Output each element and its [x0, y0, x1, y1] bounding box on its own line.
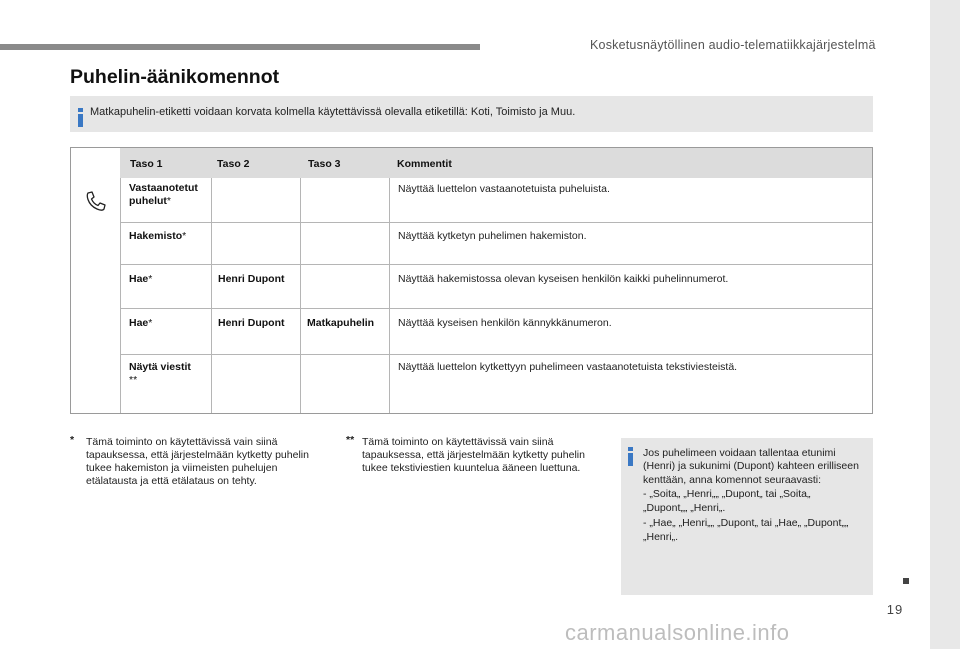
footnote-line: Tämä toiminto on käytettävissä vain siinä	[86, 436, 278, 448]
table-cell-level-1: Hae*	[129, 273, 153, 285]
col-divider	[211, 178, 212, 413]
col-divider	[300, 178, 301, 413]
header-level-3: Taso 3	[308, 158, 341, 170]
header-comments: Kommentit	[397, 158, 452, 170]
note-line: „Dupont„„ „Henri„.	[643, 502, 726, 514]
footnote-mark: *	[70, 434, 75, 446]
note-line: Jos puhelimeen voidaan tallentaa etunimi	[643, 447, 836, 459]
table-cell-level-2: Henri Dupont	[218, 317, 285, 329]
footnote-line: etälatausta ja että etälataus on tehty.	[86, 475, 257, 487]
table-cell-level-3: Matkapuhelin	[307, 317, 375, 329]
col-divider	[389, 178, 390, 413]
page-number: 19	[886, 602, 904, 617]
header-rule	[0, 44, 480, 50]
row-divider	[120, 264, 872, 265]
footnote-line: Tämä toiminto on käytettävissä vain siinä	[362, 436, 554, 448]
table-cell-level-1: Vastaanotetut puhelut*	[129, 182, 198, 207]
header-level-2: Taso 2	[217, 158, 250, 170]
row-divider	[120, 222, 872, 223]
note-line: - „Hae„ „Henri„„ „Dupont„ tai „Hae„ „Dupont„„	[643, 517, 849, 529]
info-box	[70, 96, 873, 132]
section-title: Kosketusnäytöllinen audio-telematiikkajärjestelmä	[590, 38, 876, 52]
footnote-double	[346, 434, 616, 484]
phone-cell	[71, 178, 120, 413]
table-cell-comment: Näyttää kytketyn puhelimen hakemiston.	[398, 230, 587, 242]
table-cell-comment: Näyttää luettelon vastaanotetuista puheluista.	[398, 183, 610, 195]
table-header	[120, 148, 872, 178]
table-cell-comment: Näyttää kyseisen henkilön kännykkänumeron.	[398, 317, 612, 329]
header-level-1: Taso 1	[130, 158, 163, 170]
footnote-line: tapauksessa, että järjestelmään kytketty puhelin	[362, 449, 585, 461]
table-cell-level-1: Hakemisto*	[129, 230, 187, 242]
note-line: - „Soita„ „Henri„„ „Dupont„ tai „Soita„	[643, 488, 811, 500]
note-line: kenttään, anna komennot seuraavasti:	[643, 474, 822, 486]
row-divider	[120, 308, 872, 309]
row-divider	[120, 354, 872, 355]
watermark: carmanualsonline.info	[565, 620, 790, 645]
info-icon	[78, 108, 84, 128]
table-cell-level-2: Henri Dupont	[218, 273, 285, 285]
footnote-line: tapauksessa, että järjestelmään kytketty puhelin	[86, 449, 309, 461]
page-title: Puhelin-äänikomennot	[70, 66, 280, 88]
table-cell-level-1: Hae*	[129, 317, 153, 329]
table-cell-comment: Näyttää luettelon kytkettyyn puhelimeen vastaanotetuista tekstiviesteistä.	[398, 361, 738, 373]
voice-command-table	[70, 147, 873, 414]
phone-icon	[85, 190, 107, 212]
note-line: „Henri„.	[643, 531, 679, 543]
note-box	[621, 438, 873, 595]
table-cell-comment: Näyttää hakemistossa olevan kyseisen henkilön kaikki puhelinnumerot.	[398, 273, 729, 285]
table-cell-level-1: Näytä viestit **	[129, 361, 191, 386]
page-sidebar	[930, 0, 960, 649]
page-marker	[903, 578, 909, 584]
footnote-line: tukee tekstiviestien kuuntelua ääneen luettuna.	[362, 462, 581, 474]
note-line: (Henri) ja sukunimi (Dupont) kahteen erilliseen	[643, 460, 859, 472]
footnote-line: tukee hakemiston ja viimeisten puhelujen	[86, 462, 278, 474]
footnote-mark: **	[346, 434, 355, 446]
info-text: Matkapuhelin-etiketti voidaan korvata kolmella käytettävissä olevalla etiketillä: Koti, Toimisto ja Muu.	[90, 106, 576, 118]
col-divider	[120, 178, 121, 413]
footnote-single	[70, 434, 340, 494]
info-icon	[628, 447, 634, 467]
